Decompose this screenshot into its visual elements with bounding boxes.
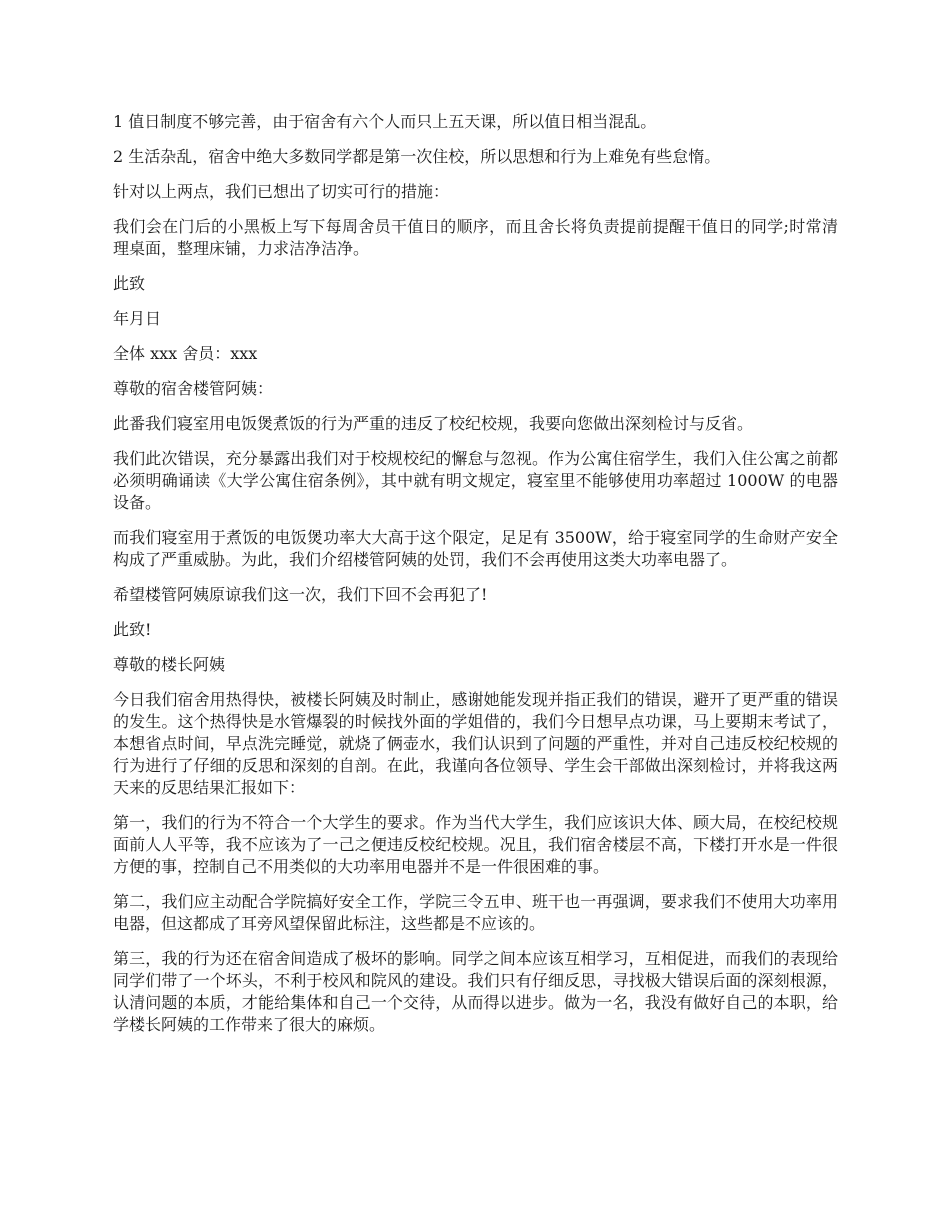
paragraph-second-point: 第二，我们应主动配合学院搞好安全工作，学院三令五申、班干也一再强调，要求我们不使用大功率用电器，但这都成了耳旁风望保留此标注，这些都是不应该的。 bbox=[113, 892, 838, 933]
date-line: 年月日 bbox=[113, 309, 162, 328]
paragraph-measures: 我们会在门后的小黑板上写下每周舍员干值日的顺序，而且舍长将负责提前提醒干值日的同学;时常清理桌面，整理床铺，力求洁净洁净。 bbox=[113, 217, 838, 258]
paragraph-third-point: 第三，我的行为还在宿舍间造成了极坏的影响。同学之间本应该互相学习，互相促进，而我们的表现给同学们带了一个坏头，不利于校风和院风的建设。我们只有仔细反思，寻找极大错误后面的深刻根源，认清问题的本质，才能给集体和自己一个交待，从而得以进步。做为一名，我没有做好自己的本职，给学楼长阿姨的工作带来了很大的麻烦。 bbox=[113, 949, 838, 1034]
closing-salutation: 此致 bbox=[113, 274, 146, 293]
paragraph-messy-life: 2 生活杂乱，宿舍中绝大多数同学都是第一次住校，所以思想和行为上难免有些怠惰。 bbox=[113, 147, 721, 166]
closing-salutation-2: 此致! bbox=[113, 620, 152, 639]
paragraph-power-limit: 而我们寝室用于煮饭的电饭煲功率大大高于这个限定，足足有 3500W，给于寝室同学的生命财产安全构成了严重威胁。为此，我们介绍楼管阿姨的处罚，我们不会再使用这类大功率电器了。 bbox=[113, 528, 838, 569]
paragraph-water-heater: 今日我们宿舍用热得快，被楼长阿姨及时制止，感谢她能发现并指正我们的错误，避开了更严重的错误的发生。这个热得快是水管爆裂的时候找外面的学姐借的，我们今日想早点功课，马上要期末考试了，本想省点时间，早点洗完睡觉，就烧了俩壶水，我们认识到了问题的严重性，并对自己违反校纪校规的行为进行了仔细的反思和深刻的自剖。在此，我谨向各位领导、学生会干部做出深刻检讨，并将我这两天来的反思结果汇报如下： bbox=[113, 690, 838, 797]
paragraph-mistake-reflection: 我们此次错误，充分暴露出我们对于校规校纪的懈怠与忽视。作为公寓住宿学生，我们入住公寓之前都必须明确诵读《大学公寓住宿条例》，其中就有明文规定，寝室里不能够使用功率超过 1000W 的电器设备。 bbox=[113, 449, 838, 512]
signature-line: 全体 xxx 舍员：xxx bbox=[113, 344, 258, 363]
paragraph-measures-intro: 针对以上两点，我们已想出了切实可行的措施： bbox=[113, 182, 450, 201]
greeting-dorm-manager: 尊敬的宿舍楼管阿姨： bbox=[113, 379, 274, 398]
paragraph-rice-cooker: 此番我们寝室用电饭煲煮饭的行为严重的违反了校纪校规，我要向您做出深刻检讨与反省。 bbox=[113, 414, 754, 433]
greeting-building-manager: 尊敬的楼长阿姨 bbox=[113, 655, 226, 674]
paragraph-apology: 希望楼管阿姨原谅我们这一次，我们下回不会再犯了! bbox=[113, 585, 488, 604]
paragraph-first-point: 第一，我们的行为不符合一个大学生的要求。作为当代大学生，我们应该识大体、顾大局，在校纪校规面前人人平等，我不应该为了一己之便违反校纪校规。况且，我们宿舍楼层不高，下楼打开水是一件很方便的事，控制自己不用类似的大功率用电器并不是一件很困难的事。 bbox=[113, 813, 838, 876]
paragraph-duty-system: 1 值日制度不够完善，由于宿舍有六个人而只上五天课，所以值日相当混乱。 bbox=[113, 112, 657, 131]
